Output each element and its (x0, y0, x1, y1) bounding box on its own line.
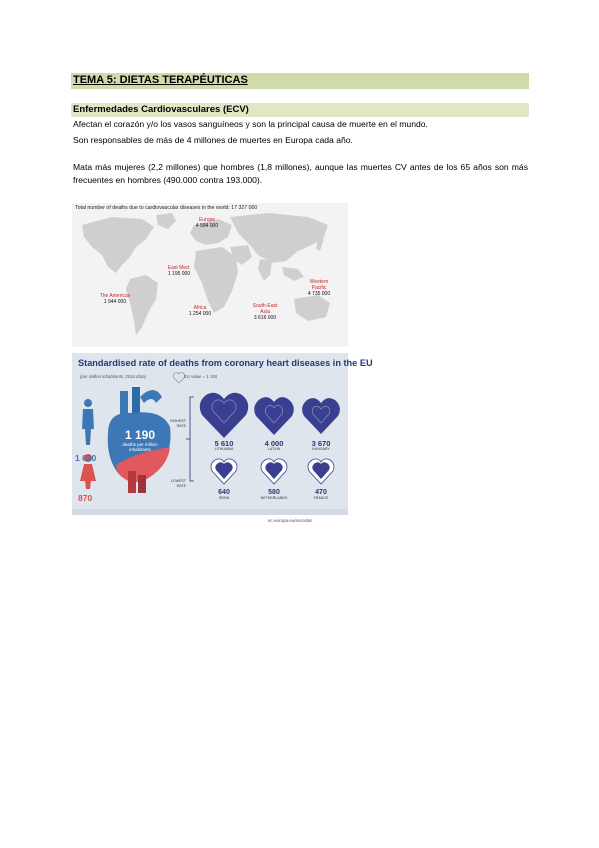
region-name: South-East Asia (252, 303, 278, 315)
section-title: Enfermedades Cardiovasculares (ECV) (73, 104, 249, 115)
eu-rate-caption: deaths per million inhabitants (122, 442, 158, 452)
country-value: 580 (268, 489, 280, 496)
region-value: 3 616 000 (253, 315, 277, 321)
region-value: 4 584 000 (195, 223, 219, 229)
country-name: HUNGARY (312, 447, 330, 451)
country-name: LATVIA (267, 447, 281, 451)
region-south-east-asia (250, 303, 280, 321)
lowest-country-2 (254, 489, 294, 500)
region-value: 1 195 000 (167, 271, 191, 277)
infographic-title: Standardised rate of deaths from coronary heart diseases in the EU (78, 358, 373, 368)
map-title: Total number of deaths due to cardiovascular diseases in the world: 17 327 000 (75, 205, 258, 211)
country-name: FRANCE (313, 496, 329, 500)
highest-rate-hearts (200, 393, 340, 438)
paragraph-1: Afectan el corazón y/o los vasos sanguíneos y son la principal causa de muerte en el mundo. (73, 119, 428, 129)
paragraph-2: Son responsables de más de 4 millones de muertes en Europa cada año. (73, 135, 353, 145)
country-value: 4 000 (264, 439, 284, 448)
region-americas (96, 293, 134, 305)
region-western-pacific (302, 279, 336, 297)
region-value: 1 944 000 (103, 299, 127, 305)
country-name: SPAIN (218, 496, 230, 500)
lowest-country-3 (301, 489, 341, 500)
country-value: 5 610 (214, 439, 234, 448)
country-value: 640 (218, 489, 230, 496)
highest-rate-label: HIGHEST RATE (170, 419, 186, 428)
paragraph-3: Mata más mujeres (2,2 millones) que hombres (1,8 millones), aunque las muertes CV antes de los 65 años son más frecuentes en hombres (490.000 contra 193.000). (73, 162, 528, 185)
country-value: 3 670 (311, 439, 331, 448)
coronary-deaths-infographic (72, 353, 373, 515)
eu-value-label: EU value = 1 190 (184, 374, 218, 379)
region-value: 1 254 000 (188, 311, 212, 317)
source-credit: ec.europa.eu/eurostat (268, 518, 312, 523)
country-name: NETHERLANDS (260, 496, 288, 500)
region-name: Africa (193, 305, 207, 311)
lowest-rate-label: LOWEST RATE (170, 479, 186, 488)
region-east-med (164, 265, 194, 277)
highest-country-3 (301, 440, 341, 451)
country-value: 470 (315, 489, 327, 496)
infographic-subtitle: (per million inhabitants, 2016 data) (80, 374, 146, 379)
region-africa (185, 305, 215, 317)
region-value: 4 735 000 (307, 291, 331, 297)
region-name: The Americas (99, 293, 131, 299)
highest-country-1 (204, 440, 244, 451)
eu-rate-value: 1 190 (124, 428, 156, 442)
page-title: TEMA 5: DIETAS TERAPÉUTICAS (73, 74, 248, 86)
country-name: LITHUANIA (214, 447, 234, 451)
male-figure-icon (82, 399, 94, 445)
men-rate: 1 620 (75, 453, 97, 463)
region-europe (192, 217, 222, 229)
highest-country-2 (254, 440, 294, 451)
women-rate: 870 (78, 493, 93, 503)
lowest-country-1 (204, 489, 244, 500)
region-name: East Med. (167, 265, 191, 271)
world-deaths-map (72, 203, 348, 347)
region-name: Western Pacific (309, 279, 329, 291)
region-name: Europe (198, 217, 216, 223)
